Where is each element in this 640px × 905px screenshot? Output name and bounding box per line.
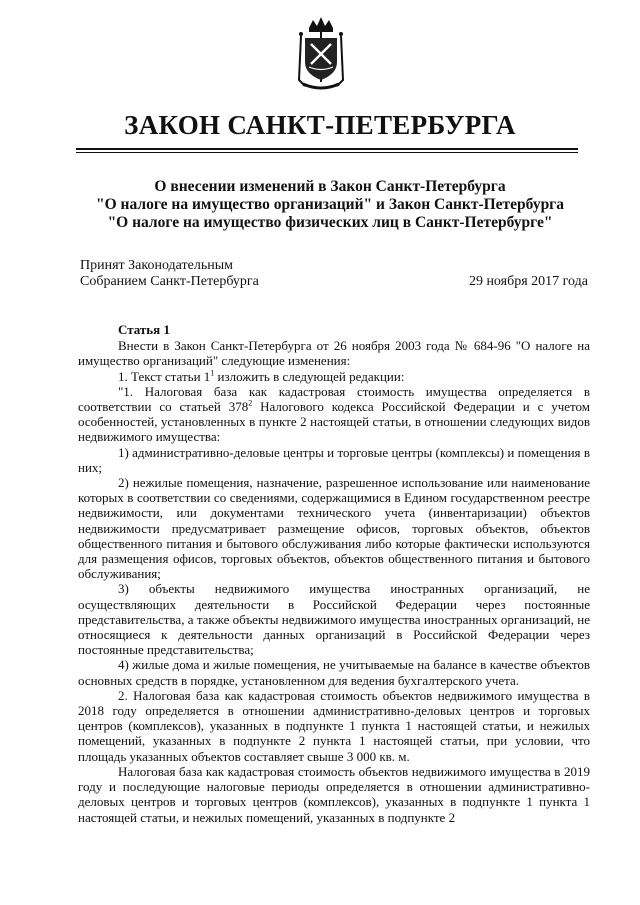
law-body — [78, 322, 590, 825]
article-heading: Статья 1 — [118, 322, 170, 337]
law-title: ЗАКОН САНКТ-ПЕТЕРБУРГА — [124, 110, 516, 140]
item-2: 2. Налоговая база как кадастровая стоимость объектов недвижимого имущества в 2018 году определяется в отношении административно-деловых центров и торговых центров (комплексов), указанных в подпункте 1 пункта 1 настоящей статьи, и нежилых помещений, указанных в подпункте 2 пункта 1 настоящей статьи, при условии, что площадь указанных объектов составляет свыше 3 000 кв. м. — [78, 687, 590, 764]
title-divider — [76, 148, 578, 150]
coat-of-arms-icon — [295, 14, 347, 92]
quote-text-end: Налогового кодекса Российской Федерации и с учетом особенностей, установленных в пункте 2 настоящей статьи, в отношении следующих видов недвижимого имущества: — [78, 399, 591, 445]
law-subtitle — [60, 178, 600, 232]
item-1-text-end: изложить в следующей редакции: — [214, 368, 405, 384]
quote-text: "1. Налоговая база как кадастровая стоимость имущества определяется в соответствии со статьей 378 — [78, 383, 590, 415]
subitem-2: 2) нежилые помещения, назначение, разрешенное использование или наименование которых в соответствии со сведениями, содержащимися в Едином государственном реестре недвижимости, или документами технического учета (инвентаризации) объектов недвижимости предусматривает размещение офисов, торговых объектов, объектов общественного питания и бытового обслуживания либо которые фактически используются для размещения офисов, торговых объектов, объектов общественного питания и бытового обслуживания; — [78, 475, 590, 582]
subtitle-line: "О налоге на имущество физических лиц в Санкт-Петербурге" — [107, 214, 553, 231]
subtitle-line: "О налоге на имущество организаций" и Закон Санкт-Петербурга — [96, 196, 564, 213]
adoption-note — [80, 258, 259, 290]
subitem-1: 1) административно-деловые центры и торговые центры (комплексы) и помещения в них; — [78, 444, 590, 475]
item-1-text: 1. Текст статьи 1 — [118, 368, 211, 384]
adoption-line: Собранием Санкт-Петербурга — [80, 274, 259, 289]
adoption-line: Принят Законодательным — [80, 258, 233, 273]
subtitle-line: О внесении изменений в Закон Санкт-Петербурга — [154, 178, 506, 195]
adoption-date: 29 ноября 2017 года — [468, 274, 588, 289]
quoted-paragraph — [78, 384, 590, 445]
item-1-superscript: 1 — [210, 368, 215, 378]
title-divider-thin — [76, 152, 578, 153]
item-1 — [78, 369, 590, 384]
subitem-3: 3) объекты недвижимого имущества иностранных организаций, не осуществляющих деятельности в Российской Федерации через постоянные представительства, а также объекты недвижимого имущества иностранных организаций, не относящиеся к деятельности данных организаций в Российской Федерации через постоянные представительства; — [78, 581, 590, 658]
item-3: Налоговая база как кадастровая стоимость объектов недвижимого имущества в 2019 году и последующие налоговые периоды определяется в отношении административно-деловых центров и торговых центров (комплексов), указанных в подпункте 1 пункта 1 настоящей статьи, и нежилых помещений, указанных в подпункте 2 — [78, 763, 590, 825]
intro-paragraph: Внести в Закон Санкт-Петербурга от 26 ноября 2003 года № 684-96 "О налоге на имущество организаций" следующие изменения: — [78, 338, 590, 369]
quote-superscript: 2 — [248, 398, 253, 408]
subitem-4: 4) жилые дома и жилые помещения, не учитываемые на балансе в качестве объектов основных средств в порядке, установленном для ведения бухгалтерского учета. — [78, 657, 590, 688]
